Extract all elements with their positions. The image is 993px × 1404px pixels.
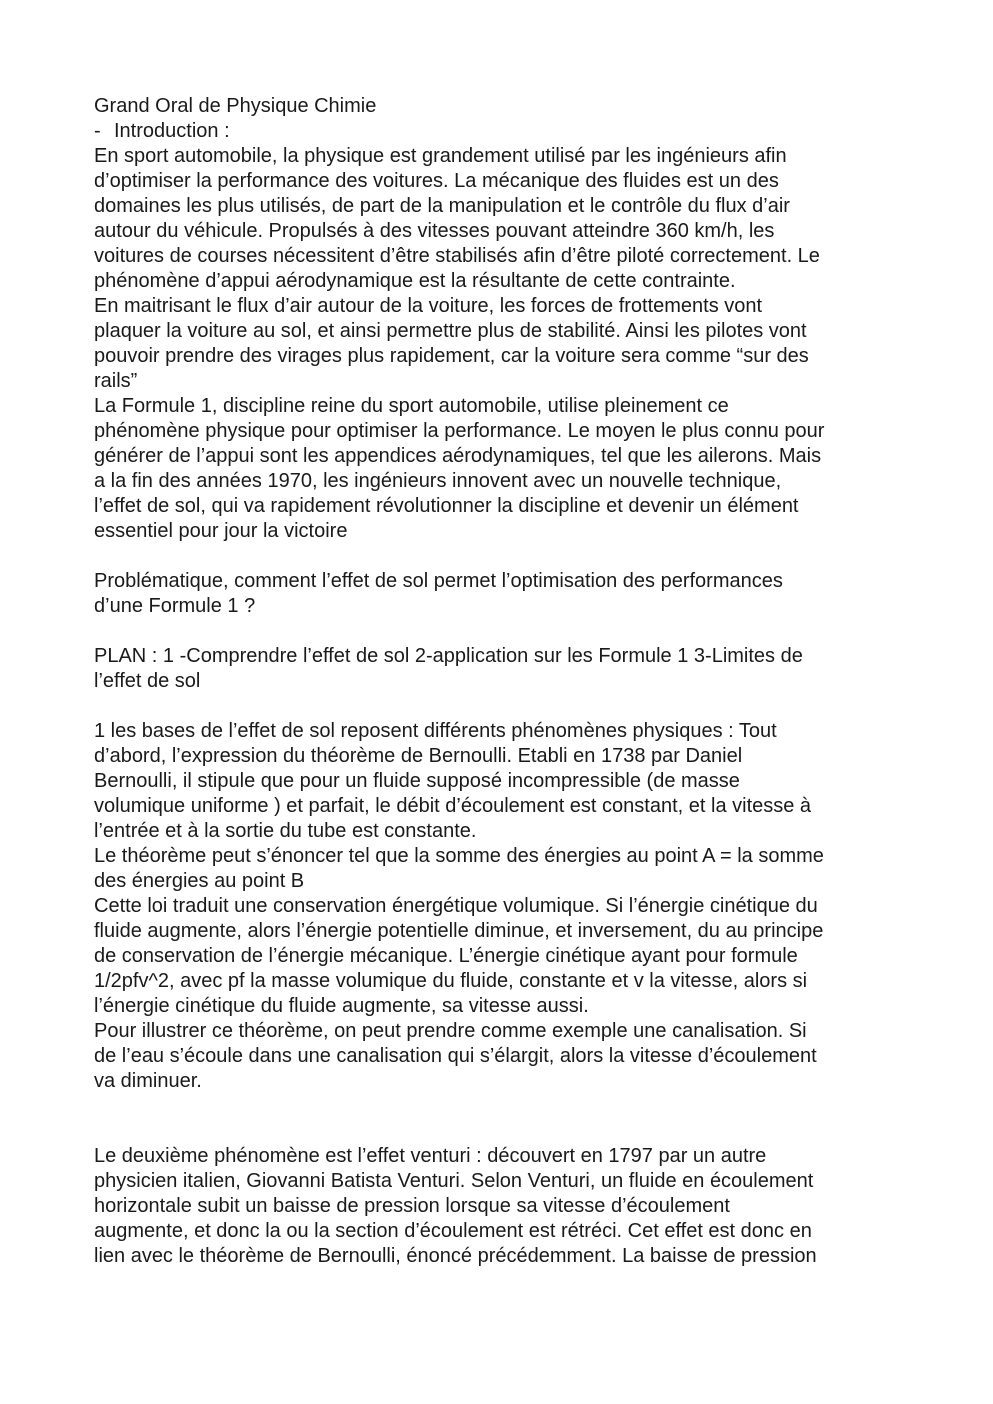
- document-title: Grand Oral de Physique Chimie: [94, 95, 377, 117]
- text-line: l’énergie cinétique du fluide augmente, sa vitesse aussi.: [94, 995, 589, 1017]
- spacer: [94, 1119, 906, 1144]
- section1-paragraph-2: [94, 844, 906, 894]
- text-line: fluide augmente, alors l’énergie potentielle diminue, et inversement, du au principe: [94, 920, 824, 942]
- text-line: horizontale subit un baisse de pression lorsque sa vitesse d’écoulement: [94, 1195, 730, 1217]
- text-line: d’optimiser la performance des voitures. La mécanique des fluides est un des: [94, 170, 779, 192]
- problematique-paragraph: [94, 569, 906, 619]
- intro-paragraph-3: [94, 394, 906, 544]
- document-body: [94, 94, 906, 1269]
- section1-paragraph-5: [94, 1144, 906, 1269]
- section1-paragraph-1: [94, 719, 906, 844]
- text-line: En sport automobile, la physique est grandement utilisé par les ingénieurs afin: [94, 145, 787, 167]
- text-line: l’effet de sol, qui va rapidement révolutionner la discipline et devenir un élément: [94, 495, 799, 517]
- intro-heading-text: Introduction :: [114, 120, 230, 142]
- text-line: de conservation de l’énergie mécanique. L’énergie cinétique ayant pour formule: [94, 945, 798, 967]
- text-line: des énergies au point B: [94, 870, 305, 892]
- text-line: d’abord, l’expression du théorème de Bernoulli. Etabli en 1738 par Daniel: [94, 745, 743, 767]
- text-line: l’effet de sol: [94, 670, 201, 692]
- spacer: [94, 619, 906, 644]
- text-line: rails”: [94, 370, 138, 392]
- text-line: d’une Formule 1 ?: [94, 595, 256, 617]
- text-line: Pour illustrer ce théorème, on peut prendre comme exemple une canalisation. Si: [94, 1020, 807, 1042]
- text-line: de l’eau s’écoule dans une canalisation qui s’élargit, alors la vitesse d’écoulement: [94, 1045, 817, 1067]
- text-line: pouvoir prendre des virages plus rapidement, car la voiture sera comme “sur des: [94, 345, 809, 367]
- text-line: domaines les plus utilisés, de part de la manipulation et le contrôle du flux d’air: [94, 195, 790, 217]
- text-line: Cette loi traduit une conservation énergétique volumique. Si l’énergie cinétique du: [94, 895, 818, 917]
- text-line: autour du véhicule. Propulsés à des vitesses pouvant atteindre 360 km/h, les: [94, 220, 775, 242]
- text-line: phénomène physique pour optimiser la performance. Le moyen le plus connu pour: [94, 420, 825, 442]
- text-line: a la fin des années 1970, les ingénieurs innovent avec un nouvelle technique,: [94, 470, 782, 492]
- text-line: En maitrisant le flux d’air autour de la voiture, les forces de frottements vont: [94, 295, 763, 317]
- text-line: La Formule 1, discipline reine du sport automobile, utilise pleinement ce: [94, 395, 729, 417]
- text-line: 1/2pfv^2, avec pf la masse volumique du fluide, constante et v la vitesse, alors si: [94, 970, 808, 992]
- text-line: Le théorème peut s’énoncer tel que la somme des énergies au point A = la somme: [94, 845, 824, 867]
- text-line: phénomène d’appui aérodynamique est la résultante de cette contrainte.: [94, 270, 736, 292]
- text-line: Bernoulli, il stipule que pour un fluide supposé incompressible (de masse: [94, 770, 740, 792]
- text-line: l’entrée et à la sortie du tube est constante.: [94, 820, 477, 842]
- section1-paragraph-3: [94, 894, 906, 1019]
- text-line: va diminuer.: [94, 1070, 202, 1092]
- intro-paragraph-1: [94, 144, 906, 294]
- text-line: augmente, et donc la ou la section d’écoulement est rétréci. Cet effet est donc en: [94, 1220, 812, 1242]
- spacer: [94, 694, 906, 719]
- text-line: physicien italien, Giovanni Batista Venturi. Selon Venturi, un fluide en écoulement: [94, 1170, 814, 1192]
- text-line: Problématique, comment l’effet de sol permet l’optimisation des performances: [94, 570, 783, 592]
- text-line: générer de l’appui sont les appendices aérodynamiques, tel que les ailerons. Mais: [94, 445, 822, 467]
- text-line: voitures de courses nécessitent d’être stabilisés afin d’être piloté correctement. Le: [94, 245, 820, 267]
- plan-paragraph: [94, 644, 906, 694]
- spacer: [94, 544, 906, 569]
- text-line: PLAN : 1 -Comprendre l’effet de sol 2-application sur les Formule 1 3-Limites de: [94, 645, 803, 667]
- section1-paragraph-4: [94, 1019, 906, 1094]
- text-line: 1 les bases de l’effet de sol reposent différents phénomènes physiques : Tout: [94, 720, 777, 742]
- text-line: lien avec le théorème de Bernoulli, énoncé précédemment. La baisse de pression: [94, 1245, 817, 1267]
- spacer: [94, 1094, 906, 1119]
- text-line: essentiel pour jour la victoire: [94, 520, 348, 542]
- intro-heading: [94, 119, 906, 144]
- bullet-dash: -: [94, 120, 101, 142]
- text-line: plaquer la voiture au sol, et ainsi permettre plus de stabilité. Ainsi les pilotes vont: [94, 320, 807, 342]
- text-line: volumique uniforme ) et parfait, le débit d’écoulement est constant, et la vitesse à: [94, 795, 812, 817]
- intro-paragraph-2: [94, 294, 906, 394]
- text-line: Le deuxième phénomène est l’effet venturi : découvert en 1797 par un autre: [94, 1145, 767, 1167]
